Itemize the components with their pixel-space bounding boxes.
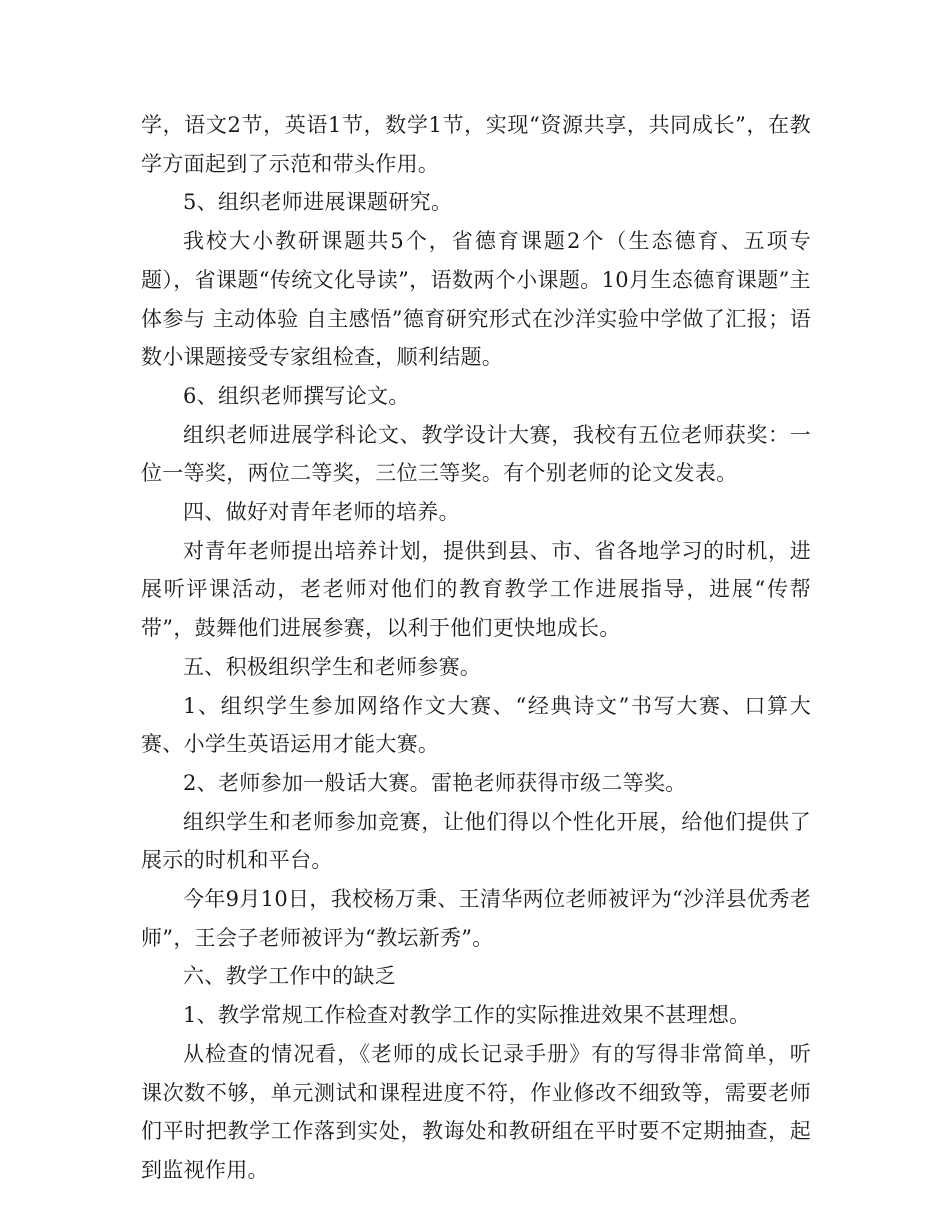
paragraph: 2、老师参加一般话大赛。雷艳老师获得市级二等奖。 xyxy=(183,770,687,795)
paragraph: 我校大小教研课题共5个，省德育课题2个（生态德育、五项专题），省课题“传统文化导读”，语数两个小课题。10月生态德育课题”主体参与 主动体验 自主感悟”德育研究形式在沙洋实验中学做了汇报；语数小课题接受专家组检查，顺利结题。 xyxy=(141,229,811,370)
paragraph: 对青年老师提出培养计划，提供到县、市、省各地学习的时机，进展听评课活动，老老师对他们的教育教学工作进展指导，进展“传帮带”，鼓舞他们进展参赛，以利于他们更快地成长。 xyxy=(141,538,811,641)
paragraph: 6、组织老师撰写论文。 xyxy=(183,383,410,408)
paragraph: 学，语文2节，英语1节，数学1节，实现“资源共享，共同成长”，在教学方面起到了示范和带头作用。 xyxy=(141,113,811,176)
section-heading: 四、做好对青年老师的培养。 xyxy=(183,500,460,525)
document-page xyxy=(141,106,811,1190)
section-heading: 五、积极组织学生和老师参赛。 xyxy=(183,654,482,679)
paragraph: 5、组织老师进展课题研究。 xyxy=(183,190,453,215)
paragraph: 组织老师进展学科论文、教学设计大赛，我校有五位老师获奖：一位一等奖，两位二等奖，三位三等奖。有个别老师的论文发表。 xyxy=(141,422,811,486)
paragraph: 1、教学常规工作检查对教学工作的实际推进效果不甚理想。 xyxy=(183,1003,751,1028)
paragraph: 从检查的情况看，《老师的成长记录手册》有的写得非常简单，听课次数不够，单元测试和课程进度不符，作业修改不细致等，需要老师们平时把教学工作落到实处，教诲处和教研组在平时要不定期抽查，起到监视作用。 xyxy=(141,1041,811,1182)
paragraph: 组织学生和老师参加竞赛，让他们得以个性化开展，给他们提供了展示的时机和平台。 xyxy=(141,809,811,873)
section-heading: 六、教学工作中的缺乏 xyxy=(183,964,396,989)
paragraph: 今年9月10日，我校杨万秉、王清华两位老师被评为“沙洋县优秀老师”，王会子老师被评为“教坛新秀”。 xyxy=(141,887,811,950)
paragraph: 1、组织学生参加网络作文大赛、“经典诗文”书写大赛、口算大赛、小学生英语运用才能大赛。 xyxy=(141,693,811,757)
